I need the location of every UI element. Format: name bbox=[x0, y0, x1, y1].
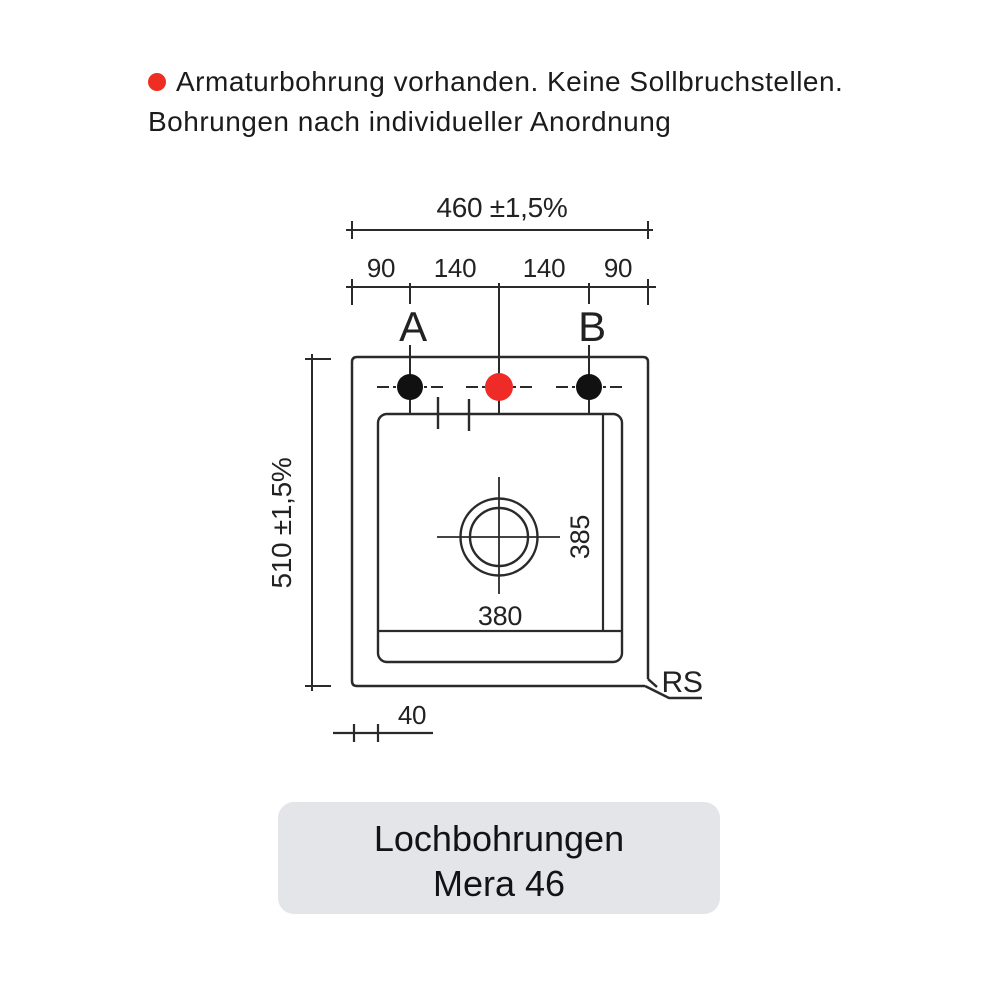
dimension-total-height-lines bbox=[305, 354, 331, 691]
dimension-segments bbox=[346, 253, 656, 305]
note-line1-text: Armaturbohrung vorhanden. Keine Sollbruchstellen. bbox=[176, 66, 844, 97]
segment-label-2: 140 bbox=[433, 253, 477, 283]
dimension-offset-label: 40 bbox=[397, 700, 427, 730]
basin-width-label: 380 bbox=[477, 601, 523, 631]
hole-b-label: B bbox=[578, 303, 606, 350]
caption-card bbox=[278, 802, 720, 914]
hole-a-marker bbox=[397, 374, 423, 400]
drain-crosshair bbox=[437, 477, 560, 594]
segment-label-3: 140 bbox=[522, 253, 566, 283]
dimension-total-width-label: 460 ±1,5% bbox=[436, 192, 568, 223]
caption-model: Mera 46 bbox=[432, 863, 566, 904]
drain bbox=[437, 477, 560, 594]
dimension-total-width bbox=[346, 192, 653, 239]
segment-label-1: 90 bbox=[366, 253, 396, 283]
dimension-offset bbox=[333, 700, 433, 742]
caption-title: Lochbohrungen bbox=[373, 818, 625, 859]
hole-b-marker bbox=[576, 374, 602, 400]
note-line2-text: Bohrungen nach individueller Anordnung bbox=[148, 106, 672, 137]
fitting-hole-marker bbox=[485, 373, 513, 401]
dimension-total-height-label: 510 ±1,5% bbox=[266, 457, 297, 589]
basin-height-label: 385 bbox=[565, 514, 595, 560]
corner-label: RS bbox=[661, 666, 703, 699]
segment-label-4: 90 bbox=[603, 253, 633, 283]
dimension-total-height bbox=[266, 354, 331, 691]
hole-a-label: A bbox=[399, 303, 427, 350]
dimension-total-width-lines bbox=[346, 221, 653, 239]
